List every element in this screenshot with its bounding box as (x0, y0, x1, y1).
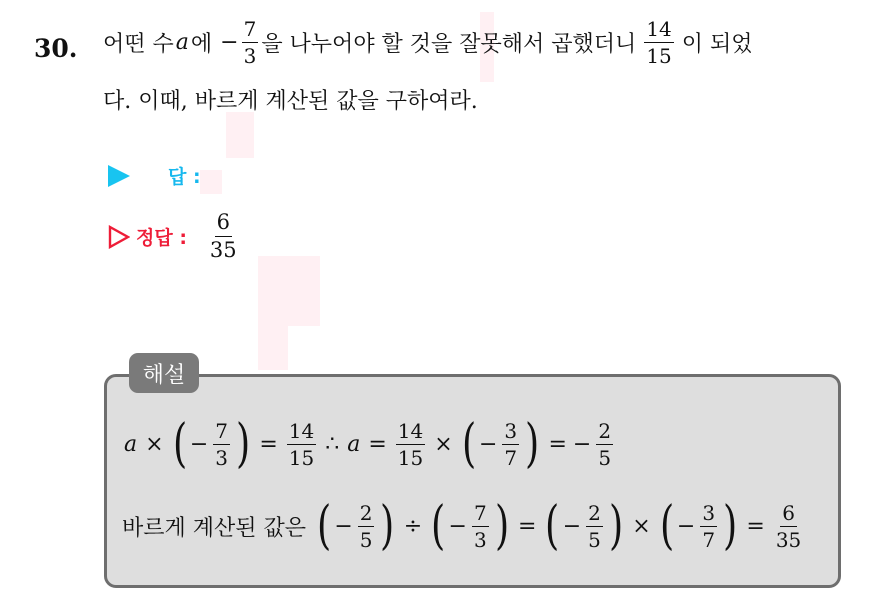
numerator: 2 (588, 500, 601, 525)
denominator: 7 (504, 445, 518, 470)
minus-sign: − (334, 513, 353, 539)
denominator: 15 (288, 445, 315, 470)
explanation-text: 바르게 계산된 값은 (122, 515, 307, 541)
answer-row (108, 162, 201, 189)
denominator: 3 (215, 445, 229, 470)
numerator: 7 (473, 500, 487, 525)
numerator: 14 (288, 418, 315, 443)
paren-close: ) (723, 496, 738, 556)
correct-answer-fraction (208, 212, 239, 261)
question-line-1 (103, 12, 753, 72)
paren-close: ) (494, 496, 509, 556)
paren-group (314, 496, 398, 556)
question-number: 30. (34, 34, 78, 63)
numerator: 3 (702, 500, 716, 525)
explanation-equation-1 (122, 412, 616, 476)
question-text-3: 을 나누어야 할 것을 잘못해서 곱했더니 (261, 31, 637, 57)
denominator: 5 (359, 527, 373, 552)
background-mark (226, 112, 254, 158)
explanation-equation-2 (122, 494, 806, 558)
question-line-2: 다. 이때, 바르게 계산된 값을 구하여라. (103, 89, 478, 114)
fraction (396, 418, 425, 470)
paren-close: ) (380, 496, 395, 556)
numerator: 7 (215, 418, 229, 443)
numerator: 6 (782, 500, 795, 525)
paren-group (657, 496, 741, 556)
denominator: 3 (243, 43, 257, 68)
fraction-14-15 (644, 16, 673, 68)
minus-sign: − (448, 513, 467, 539)
divide-sign: ÷ (403, 513, 423, 539)
therefore-sign: ∴ (325, 431, 340, 457)
denominator: 5 (588, 527, 601, 552)
times-sign: × (434, 431, 453, 457)
background-mark (258, 320, 288, 370)
paren-close: ) (236, 414, 251, 474)
numerator: 2 (598, 418, 612, 443)
fraction (596, 418, 613, 470)
paren-close: ) (525, 414, 540, 474)
fraction-7-3 (242, 16, 259, 68)
denominator: 15 (646, 43, 672, 68)
denominator: 35 (775, 527, 802, 552)
fraction (700, 500, 717, 552)
paren-group (459, 414, 543, 474)
fraction (287, 418, 316, 470)
fraction (502, 418, 519, 470)
numerator: 2 (359, 500, 373, 525)
background-mark (200, 170, 222, 194)
background-mark (258, 256, 320, 326)
question-text-1: 어떤 수 (103, 31, 174, 57)
fraction (774, 500, 803, 552)
equals-sign: = (259, 431, 278, 457)
numerator: 3 (504, 418, 518, 443)
equals-sign: = (517, 513, 537, 539)
play-triangle-icon (108, 165, 130, 187)
fraction (213, 418, 230, 470)
numerator: 14 (646, 16, 672, 41)
denominator: 35 (209, 238, 237, 262)
variable-a: a (175, 29, 189, 55)
question-text-2: 에 (190, 31, 213, 57)
paren-open: ( (461, 414, 476, 474)
minus-sign: − (189, 431, 209, 457)
denominator: 15 (397, 445, 424, 470)
variable-a: a (347, 431, 361, 457)
times-sign: × (632, 513, 651, 539)
minus-sign: − (478, 431, 498, 457)
fraction (472, 500, 489, 552)
paren-group (542, 496, 626, 556)
variable-a: a (124, 431, 138, 457)
equals-sign: = (746, 513, 765, 539)
paren-open: ( (317, 496, 332, 556)
paren-open: ( (545, 496, 560, 556)
answer-label: 답 : (168, 166, 201, 188)
minus-sign: − (572, 431, 592, 457)
paren-group (428, 496, 512, 556)
minus-sign: − (562, 513, 582, 539)
denominator: 5 (598, 445, 612, 470)
explanation-tab: 해설 (129, 353, 199, 393)
outline-triangle-icon (108, 225, 130, 249)
numerator: 14 (397, 418, 424, 443)
fraction (358, 500, 375, 552)
paren-open: ( (431, 496, 446, 556)
numerator: 6 (215, 212, 232, 237)
paren-open: ( (172, 414, 187, 474)
equals-sign: = (548, 431, 567, 457)
correct-answer-label: 정답 : (136, 227, 187, 249)
paren-group (170, 414, 254, 474)
denominator: 3 (473, 527, 487, 552)
numerator: 7 (243, 16, 257, 41)
paren-close: ) (608, 496, 624, 556)
denominator: 7 (702, 527, 716, 552)
times-sign: × (145, 431, 164, 457)
fraction (586, 500, 603, 552)
minus-sign: − (676, 513, 696, 539)
minus-sign: − (220, 29, 239, 55)
equals-sign: = (368, 431, 387, 457)
correct-answer-row (108, 212, 242, 261)
paren-open: ( (659, 496, 674, 556)
question-text-4: 이 되었 (681, 31, 753, 57)
